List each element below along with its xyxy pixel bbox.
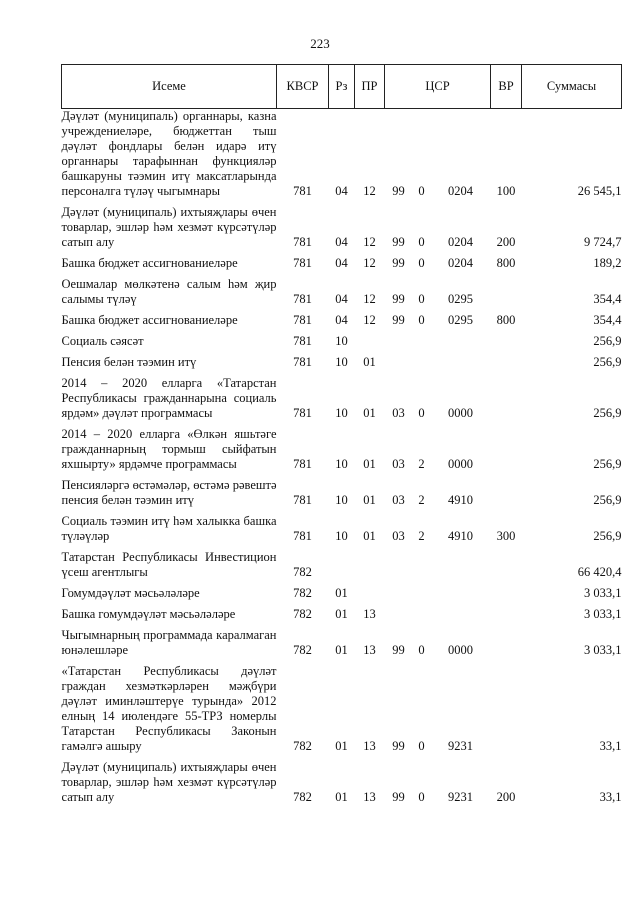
row-kvsr: 781 [293,235,312,249]
row-csr-subprogram: 0 [418,292,425,306]
row-vr [491,478,522,508]
row-vr: 200 [496,790,516,804]
table-row [62,256,622,271]
table-body [62,109,622,806]
row-vr: 300 [496,529,516,543]
row-sum: 9 724,7 [584,235,622,249]
row-sum: 256,9 [593,334,622,348]
header-kvsr: КВСР [277,65,329,109]
row-pr: 01 [363,406,376,420]
row-csr-direction: 9231 [448,790,473,804]
row-sum: 256,9 [593,457,622,471]
row-name: Дәүләт (муниципаль) ихтыяҗлары өчен товарлар, эшләр һәм хезмәт күрсәтүләр сатып алу [61,205,277,249]
row-vr [491,355,522,370]
row-csr-subprogram: 0 [418,406,425,420]
table-row [62,355,622,370]
row-kvsr: 782 [293,607,312,621]
row-pr: 12 [363,184,376,198]
table-row [62,109,622,200]
row-kvsr: 782 [293,643,312,657]
row-pr [355,586,385,601]
row-pr [355,550,385,580]
row-csr-subprogram [413,334,431,349]
row-sum: 256,9 [593,355,622,369]
row-sum: 33,1 [599,790,622,804]
row-vr [491,586,522,601]
row-pr: 13 [363,643,376,657]
row-csr-program: 99 [392,184,405,198]
row-csr-direction: 4910 [448,529,473,543]
row-pr: 12 [363,313,376,327]
row-csr-program [385,607,413,622]
row-kvsr: 781 [293,256,312,270]
row-rz: 10 [335,493,348,507]
row-name: Пенсияләргә өстәмәләр, өстәмә рәвештә пенсия белән тәэмин итү [61,478,277,507]
row-csr-program: 03 [392,457,405,471]
row-csr-direction: 0204 [448,184,473,198]
row-rz: 10 [335,457,348,471]
table-row [62,664,622,754]
row-kvsr: 782 [293,739,312,753]
row-pr: 01 [363,355,376,369]
table-row [62,205,622,250]
row-csr-subprogram [413,550,431,580]
table-row [62,478,622,508]
row-csr-subprogram: 2 [418,457,425,471]
row-kvsr: 781 [293,184,312,198]
row-kvsr: 781 [293,529,312,543]
row-vr [491,427,522,472]
row-csr-subprogram [413,607,431,622]
table-row [62,277,622,307]
row-pr: 13 [363,739,376,753]
row-rz: 10 [335,529,348,543]
table-row [62,514,622,544]
row-sum: 354,4 [593,313,622,327]
row-kvsr: 781 [293,457,312,471]
row-pr: 01 [363,493,376,507]
row-csr-program [385,550,413,580]
row-csr-direction: 9231 [448,739,473,753]
row-name: Дәүләт (муниципаль) органнары, казна учреждениеләре, бюджеттан тыш дәүләт фондлары белән идарә итү органнары тарафыннан функцияләр башкаруны тәэмин итү максатларында персоналга түләү чыгымнары [61,109,277,198]
row-vr: 200 [496,235,516,249]
row-csr-program: 03 [392,406,405,420]
row-csr-direction [431,355,491,370]
row-rz: 10 [335,334,348,348]
row-sum: 189,2 [593,256,622,270]
row-vr [491,550,522,580]
row-vr [491,334,522,349]
row-pr: 13 [363,790,376,804]
row-kvsr: 781 [293,355,312,369]
row-sum: 3 033,1 [584,607,622,621]
row-csr-direction: 0000 [448,643,473,657]
row-csr-subprogram: 0 [418,184,425,198]
row-csr-program: 03 [392,529,405,543]
row-csr-program: 99 [392,292,405,306]
row-kvsr: 781 [293,313,312,327]
row-pr: 13 [363,607,376,621]
row-pr: 12 [363,256,376,270]
row-csr-subprogram: 0 [418,256,425,270]
row-rz: 01 [335,643,348,657]
row-rz: 04 [335,313,348,327]
row-rz: 10 [335,406,348,420]
row-name: Чыгымнарның программада каралмаган юнәлешләре [61,628,277,657]
row-pr: 12 [363,235,376,249]
row-csr-program [385,355,413,370]
row-name: Пенсия белән тәэмин итү [61,355,197,369]
row-name: Дәүләт (муниципаль) ихтыяҗлары өчен товарлар, эшләр һәм хезмәт күрсәтүләр сатып алу [61,760,277,804]
row-csr-program: 99 [392,313,405,327]
row-sum: 354,4 [593,292,622,306]
row-csr-direction: 0204 [448,256,473,270]
row-csr-direction: 4910 [448,493,473,507]
row-name: 2014 – 2020 елларга «Өлкән яшьтәге гражданнарның тормыш сыйфатын яхшырту» ярдәмче программасы [61,427,277,471]
table-row [62,313,622,328]
row-csr-subprogram: 2 [418,493,425,507]
row-rz: 01 [335,607,348,621]
row-name: 2014 – 2020 елларга «Татарстан Республикасы гражданнарына социаль ярдәм» дәүләт программасы [61,376,277,420]
row-csr-direction: 0000 [448,406,473,420]
row-csr-subprogram [413,586,431,601]
row-vr [491,376,522,421]
row-name: Татарстан Республикасы Инвестицион үсеш агентлыгы [61,550,277,579]
row-sum: 33,1 [599,739,622,753]
table-row [62,628,622,658]
row-name: Башка бюджет ассигнованиеләре [61,313,238,327]
row-rz: 01 [335,739,348,753]
table-header-row [62,65,622,109]
row-name: Оешмалар мөлкәтенә салым һәм җир салымы түләү [61,277,277,306]
row-sum: 256,9 [593,493,622,507]
row-sum: 26 545,1 [577,184,622,198]
row-csr-subprogram: 0 [418,313,425,327]
row-rz: 04 [335,256,348,270]
row-csr-direction [431,550,491,580]
row-csr-direction [431,607,491,622]
header-sum: Суммасы [522,65,622,109]
row-rz: 10 [335,355,348,369]
row-pr: 01 [363,529,376,543]
row-csr-direction [431,334,491,349]
row-name: Башка гомумдәүләт мәсьәләләре [61,607,236,621]
row-vr: 100 [496,184,516,198]
row-pr: 12 [363,292,376,306]
row-kvsr: 781 [293,493,312,507]
row-name: Башка бюджет ассигнованиеләре [61,256,238,270]
row-csr-subprogram: 0 [418,739,425,753]
row-vr [491,664,522,754]
budget-table [61,64,622,805]
table-row [62,607,622,622]
row-kvsr: 782 [293,565,312,579]
row-pr [355,334,385,349]
row-vr [491,607,522,622]
row-csr-program: 99 [392,235,405,249]
row-rz: 04 [335,184,348,198]
row-csr-program: 99 [392,790,405,804]
row-pr: 01 [363,457,376,471]
row-csr-program [385,334,413,349]
row-csr-subprogram: 2 [418,529,425,543]
row-rz: 01 [335,790,348,804]
row-csr-subprogram [413,355,431,370]
row-csr-program: 99 [392,739,405,753]
row-kvsr: 781 [293,334,312,348]
row-vr: 800 [496,313,516,327]
row-csr-program: 99 [392,643,405,657]
table-row [62,427,622,472]
row-csr-direction [431,586,491,601]
row-sum: 256,9 [593,406,622,420]
row-csr-program: 03 [392,493,405,507]
row-vr [491,628,522,658]
table-row [62,550,622,580]
row-csr-direction: 0204 [448,235,473,249]
row-vr: 800 [496,256,516,270]
row-kvsr: 781 [293,292,312,306]
row-csr-program [385,586,413,601]
row-rz [329,550,355,580]
header-csr: ЦСР [385,65,491,109]
row-csr-subprogram: 0 [418,235,425,249]
table-row [62,376,622,421]
table-row [62,760,622,805]
table-row [62,334,622,349]
row-csr-direction: 0295 [448,292,473,306]
row-kvsr: 782 [293,586,312,600]
row-sum: 3 033,1 [584,643,622,657]
page-number: 223 [310,36,330,51]
row-rz: 01 [335,586,348,600]
row-sum: 256,9 [593,529,622,543]
row-csr-subprogram: 0 [418,643,425,657]
row-csr-direction: 0000 [448,457,473,471]
row-name: Социаль сәясәт [61,334,144,348]
row-sum: 66 420,4 [577,565,622,579]
row-kvsr: 781 [293,406,312,420]
row-rz: 04 [335,292,348,306]
header-vr: ВР [491,65,522,109]
row-name: «Татарстан Республикасы дәүләт граждан хезмәткәрләрен мәҗбүри дәүләт иминләштерүе турында» 2012 елның 14 июлендәге 55-ТРЗ номерлы Татарстан Республикасы Законын гамәлгә ашыру [61,664,277,753]
table-row [62,586,622,601]
row-csr-direction: 0295 [448,313,473,327]
row-vr [491,277,522,307]
row-csr-program: 99 [392,256,405,270]
row-sum: 3 033,1 [584,586,622,600]
row-csr-subprogram: 0 [418,790,425,804]
row-name: Гомумдәүләт мәсьәләләре [61,586,200,600]
row-kvsr: 782 [293,790,312,804]
row-name: Социаль тәэмин итү һәм халыкка башка түләүләр [61,514,277,543]
row-rz: 04 [335,235,348,249]
header-rz: Рз [329,65,355,109]
header-name: Исеме [62,65,277,109]
header-pr: ПР [355,65,385,109]
